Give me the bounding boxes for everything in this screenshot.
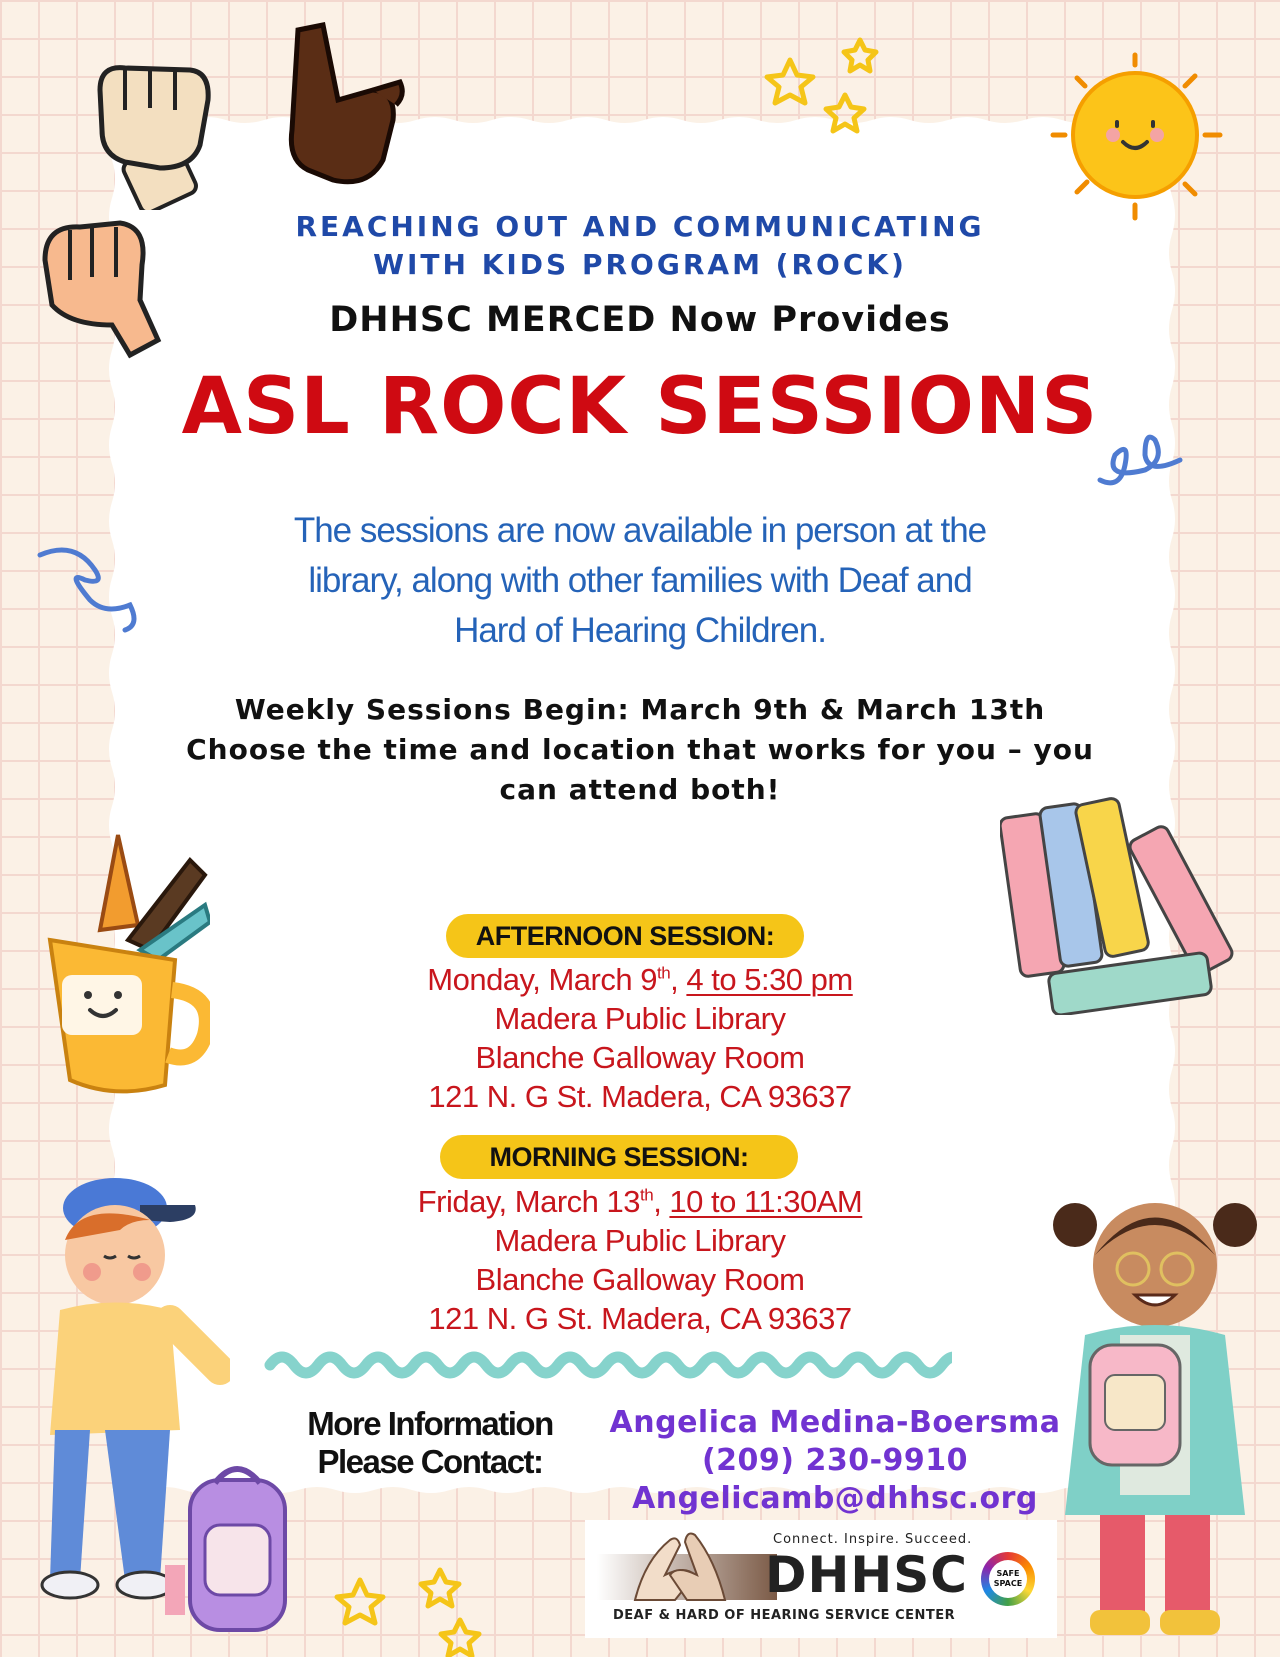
safe-space-badge-text: SAFE SPACE xyxy=(989,1560,1027,1598)
contact-phone[interactable]: (209) 230-9910 xyxy=(701,1443,969,1478)
intro-line-1: The sessions are now available in person at the xyxy=(293,511,987,550)
backpack-icon xyxy=(165,1455,305,1650)
contact-label-line-1: More Information xyxy=(307,1405,553,1442)
morning-separator: , xyxy=(653,1184,670,1219)
morning-day-suffix: th xyxy=(640,1185,654,1205)
logo-subtitle: DEAF & HARD OF HEARING SERVICE CENTER xyxy=(613,1608,956,1623)
morning-time: 10 to 11:30AM xyxy=(669,1184,863,1219)
weekly-line-1: Weekly Sessions Begin: March 9th & March 13th xyxy=(234,693,1046,726)
provides-heading: DHHSC MERCED Now Provides xyxy=(329,300,951,340)
logo-tagline: Connect. Inspire. Succeed. xyxy=(773,1532,973,1547)
program-title-line-2: WITH KIDS PROGRAM (ROCK) xyxy=(373,248,907,281)
morning-room: Blanche Galloway Room xyxy=(475,1262,805,1297)
intro-paragraph xyxy=(190,506,1090,656)
program-title xyxy=(0,208,1280,284)
morning-address: 121 N. G St. Madera, CA 93637 xyxy=(428,1301,852,1336)
dhhsc-logo xyxy=(585,1520,1057,1638)
contact-label-line-2: Please Contact: xyxy=(317,1443,543,1480)
afternoon-session-badge: AFTERNOON SESSION: xyxy=(446,914,804,958)
contact-label xyxy=(270,1405,590,1481)
afternoon-session-details xyxy=(340,960,940,1116)
stars-bottom-icon xyxy=(330,1560,500,1657)
weekly-info xyxy=(120,690,1160,810)
morning-place: Madera Public Library xyxy=(494,1223,786,1258)
afternoon-place: Madera Public Library xyxy=(494,1001,786,1036)
books-icon xyxy=(1000,795,1260,1015)
morning-session-details xyxy=(340,1182,940,1338)
afternoon-day-suffix: th xyxy=(656,963,671,983)
page-title: ASL ROCK SESSIONS xyxy=(181,362,1099,452)
sign-language-hand-icon xyxy=(278,20,408,195)
morning-session-badge: MORNING SESSION: xyxy=(440,1135,798,1179)
afternoon-day: Monday, March 9 xyxy=(427,962,657,997)
logo-wordmark: DHHSC xyxy=(765,1546,968,1604)
stars-icon xyxy=(760,35,895,160)
blue-squiggle-left-icon xyxy=(35,545,145,635)
intro-line-2: library, along with other families with Deaf and xyxy=(308,561,972,600)
morning-date-line xyxy=(340,1182,940,1221)
smiling-sun-icon xyxy=(1035,50,1235,230)
contact-email[interactable]: Angelicamb@dhhsc.org xyxy=(632,1481,1038,1516)
contact-info xyxy=(590,1404,1080,1518)
afternoon-room: Blanche Galloway Room xyxy=(475,1040,805,1075)
weekly-line-2: Choose the time and location that works for you – you xyxy=(186,733,1094,766)
afternoon-time: 4 to 5:30 pm xyxy=(686,962,853,997)
raised-fist-hand-icon xyxy=(80,50,230,210)
signing-hands-logo-icon xyxy=(615,1520,745,1610)
intro-line-3: Hard of Hearing Children. xyxy=(454,611,826,650)
morning-day: Friday, March 13 xyxy=(417,1184,640,1219)
afternoon-date-line xyxy=(340,960,940,999)
program-title-line-1: REACHING OUT AND COMMUNICATING xyxy=(295,210,985,243)
contact-name: Angelica Medina-Boersma xyxy=(609,1405,1061,1440)
weekly-line-3: can attend both! xyxy=(499,773,781,806)
wavy-divider xyxy=(262,1340,952,1390)
pencil-cup-icon xyxy=(40,830,210,1105)
afternoon-address: 121 N. G St. Madera, CA 93637 xyxy=(428,1079,852,1114)
safe-space-badge xyxy=(981,1552,1035,1606)
afternoon-separator: , xyxy=(670,962,687,997)
